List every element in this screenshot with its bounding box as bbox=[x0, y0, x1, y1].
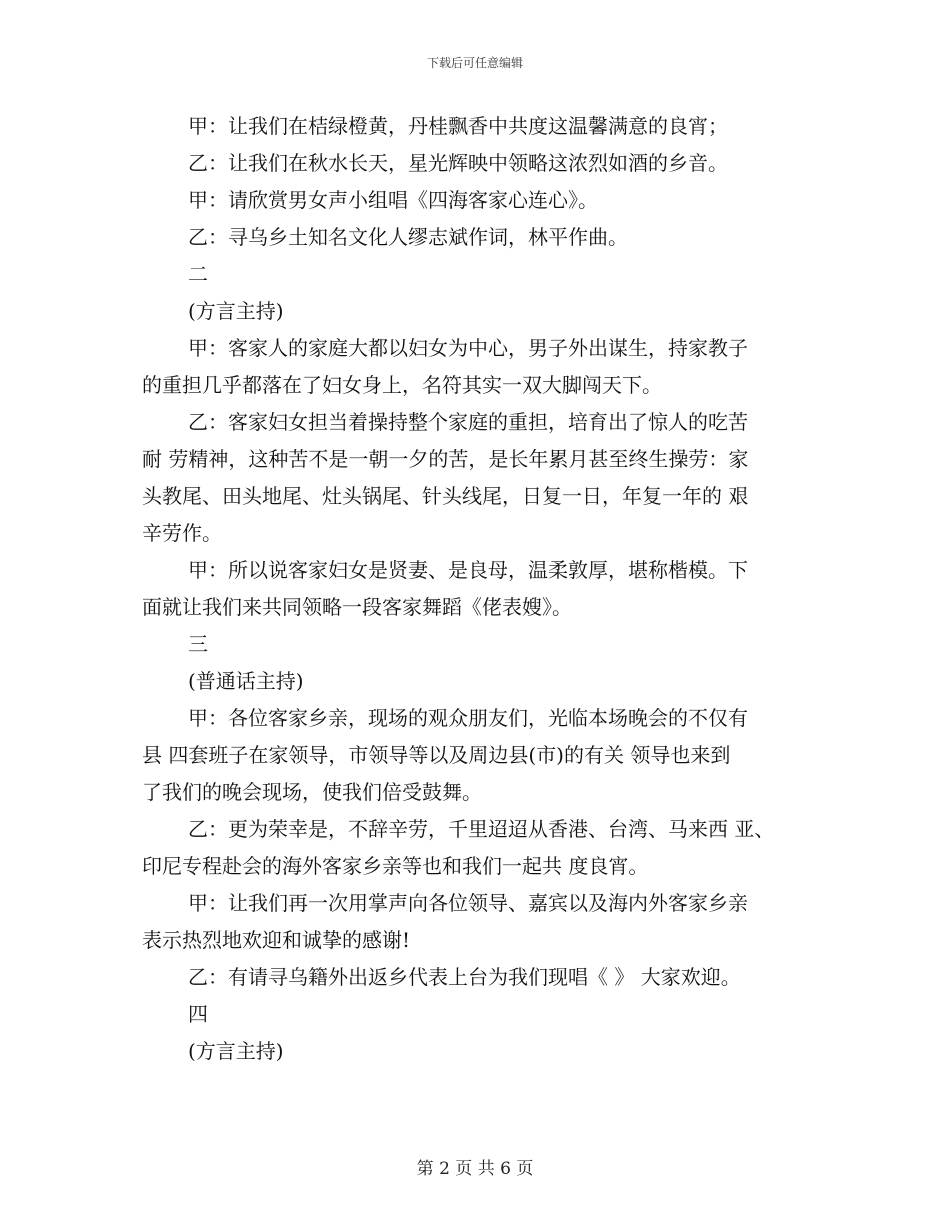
paragraph-line: 甲：让我们再一次用掌声向各位领导、嘉宾以及海内外客家乡亲 bbox=[188, 891, 748, 915]
paragraph-line: 面就让我们来共同领略一段客家舞蹈《佬表嫂》。 bbox=[142, 595, 572, 619]
section-number: 三 bbox=[188, 632, 208, 656]
document-body bbox=[142, 108, 822, 1070]
section-subtitle: (普通话主持) bbox=[188, 669, 304, 693]
section-number: 四 bbox=[188, 1002, 208, 1026]
paragraph-line: 乙：寻乌乡土知名文化人缪志斌作词，林平作曲。 bbox=[188, 225, 628, 249]
paragraph-line: 乙：更为荣幸是，不辞辛劳，千里迢迢从香港、台湾、马来西 亚、 bbox=[188, 817, 775, 841]
paragraph-line: 印尼专程赴会的海外客家乡亲等也和我们一起共 度良宵。 bbox=[142, 854, 649, 878]
paragraph-line: 表示热烈地欢迎和诚挚的感谢! bbox=[142, 928, 411, 952]
paragraph-line: 辛劳作。 bbox=[142, 521, 222, 545]
paragraph-line: 甲：各位客家乡亲，现场的观众朋友们，光临本场晚会的不仅有 bbox=[188, 706, 748, 730]
paragraph-line: 乙：让我们在秋水长天，星光辉映中领略这浓烈如酒的乡音。 bbox=[188, 151, 728, 175]
paragraph-line: 甲：所以说客家妇女是贤妻、是良母，温柔敦厚，堪称楷模。下 bbox=[188, 558, 748, 582]
section-number: 二 bbox=[188, 262, 208, 286]
paragraph-line: 乙：客家妇女担当着操持整个家庭的重担，培育出了惊人的吃苦 bbox=[188, 410, 748, 434]
paragraph-line: 了我们的晚会现场，使我们倍受鼓舞。 bbox=[142, 780, 482, 804]
paragraph-line: 县 四套班子在家领导，市领导等以及周边县(市)的有关 领导也来到 bbox=[142, 743, 731, 767]
paragraph-line: 头教尾、田头地尾、灶头锅尾、针头线尾，日复一日，年复一年的 艰 bbox=[142, 484, 749, 508]
section-subtitle: (方言主持) bbox=[188, 1039, 284, 1063]
paragraph-line: 耐 劳精神，这种苦不是一朝一夕的苦，是长年累月甚至终生操劳：家 bbox=[142, 447, 749, 471]
page-header: 下载后可任意编辑 bbox=[426, 56, 523, 70]
section-subtitle: (方言主持) bbox=[188, 299, 284, 323]
paragraph-line: 甲：让我们在桔绿橙黄，丹桂飘香中共度这温馨满意的良宵； bbox=[188, 114, 728, 138]
paragraph-line: 甲：请欣赏男女声小组唱《四海客家心连心》。 bbox=[188, 188, 598, 212]
paragraph-line: 的重担几乎都落在了妇女身上，名符其实一双大脚闯天下。 bbox=[142, 373, 662, 397]
paragraph-line: 乙：有请寻乌籍外出返乡代表上台为我们现唱《 》 大家欢迎。 bbox=[188, 965, 741, 989]
paragraph-line: 甲：客家人的家庭大都以妇女为中心，男子外出谋生，持家教子 bbox=[188, 336, 748, 360]
page-number: 第 2 页 共 6 页 bbox=[416, 1159, 534, 1179]
